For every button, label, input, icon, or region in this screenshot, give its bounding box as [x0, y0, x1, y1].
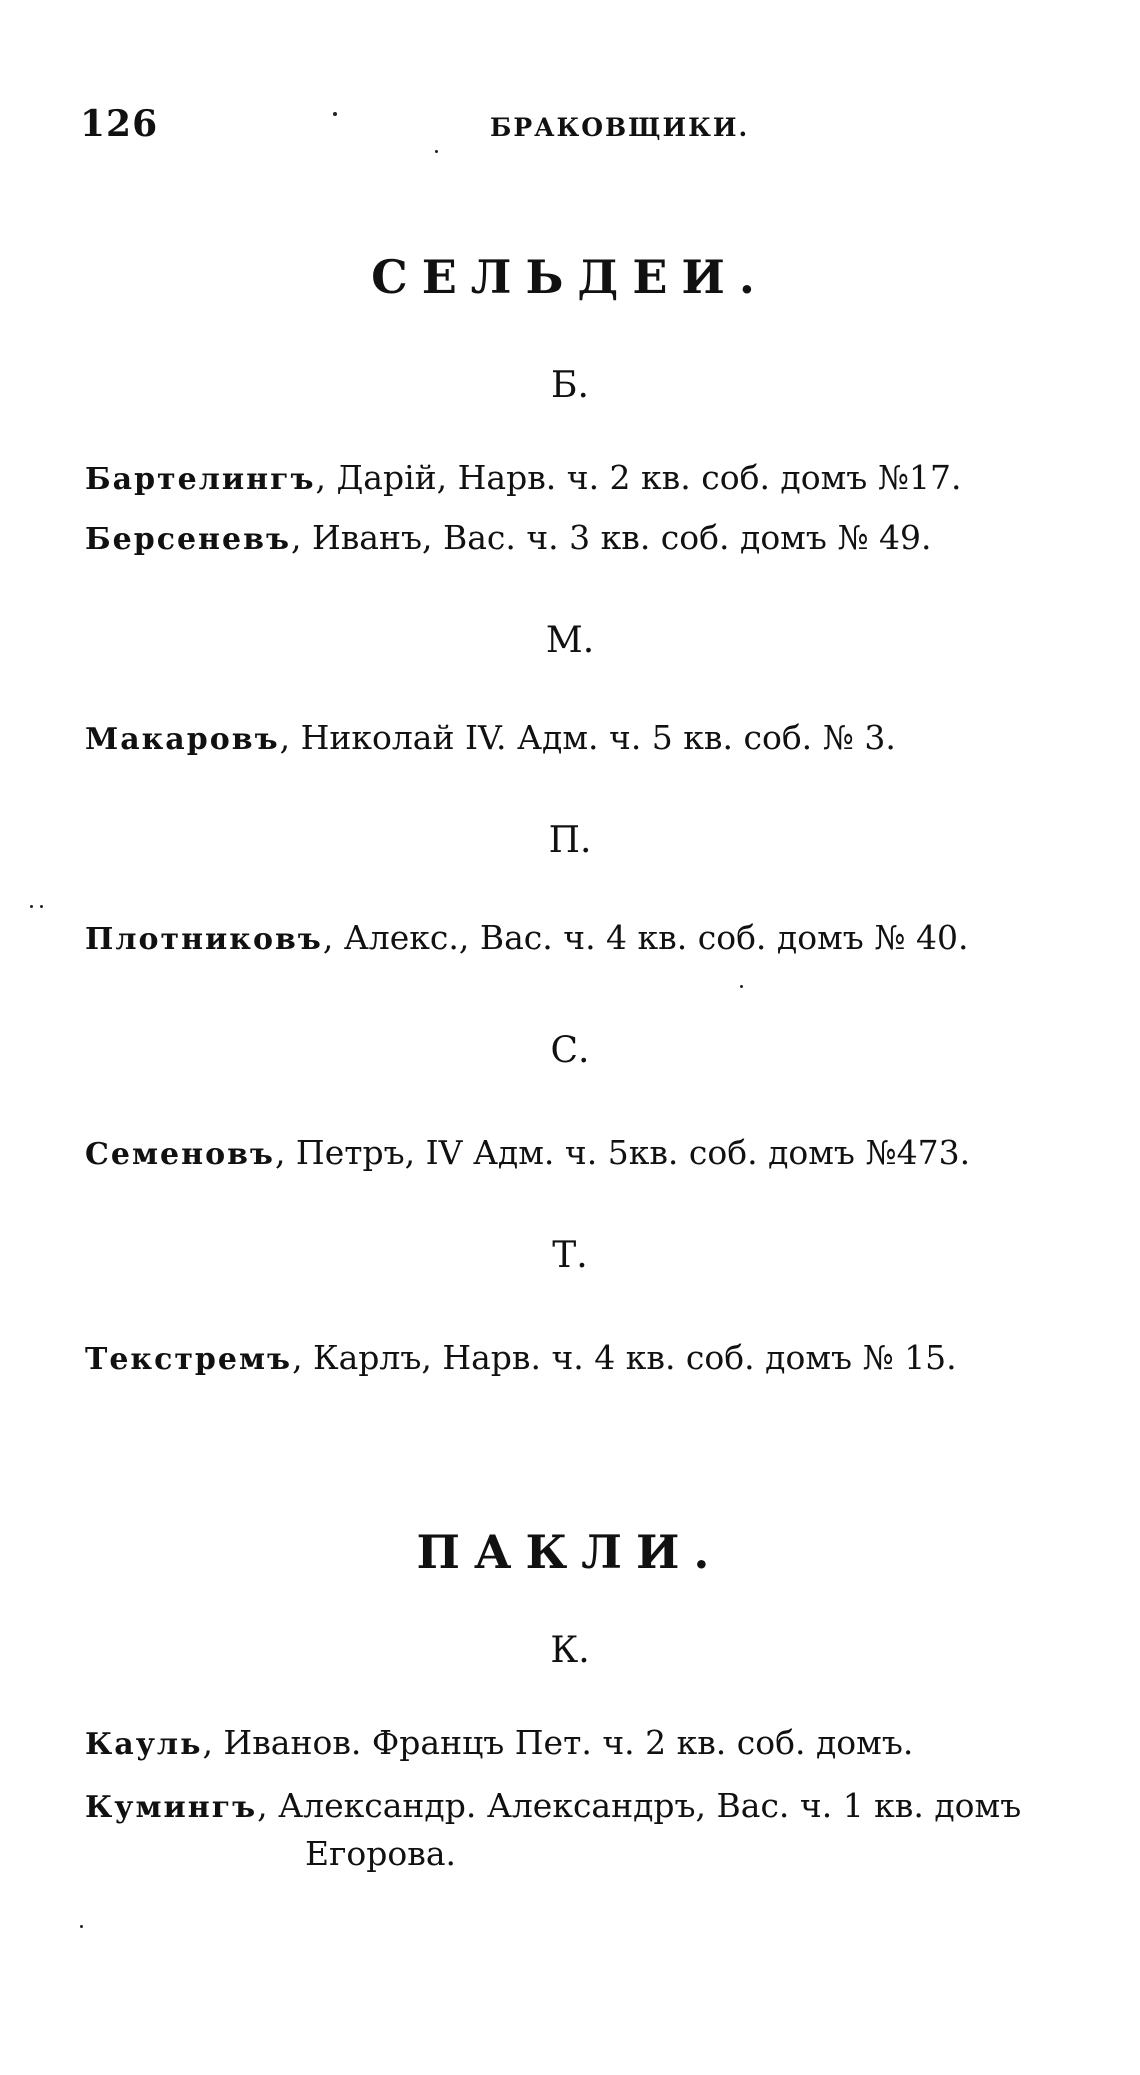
entry-details: , Карлъ, Нарв. ч. 4 кв. соб. домъ № 15.	[292, 1338, 957, 1377]
letter-heading-p: П.	[548, 820, 592, 861]
section-title-herring: СЕЛЬДЕИ.	[371, 250, 769, 304]
entry-details: , Дарій, Нарв. ч. 2 кв. соб. домъ №17.	[315, 458, 962, 497]
list-item	[85, 1130, 1095, 1178]
entry-surname: Кумингъ	[85, 1790, 258, 1825]
entry-surname: Макаровъ	[85, 722, 280, 757]
entry-details: , Николай IV. Адм. ч. 5 кв. соб. № 3.	[279, 718, 896, 757]
entry-details: , Петръ, IV Адм. ч. 5кв. соб. домъ №473.	[274, 1133, 971, 1172]
entry-surname: Кауль	[85, 1727, 203, 1762]
entry-surname: Плотниковъ	[85, 922, 323, 957]
entry-surname: Семеновъ	[85, 1137, 275, 1172]
list-item	[85, 715, 1095, 763]
entry-details: , Алекс., Вас. ч. 4 кв. соб. домъ № 40.	[322, 918, 969, 957]
entry-surname: Текстремъ	[85, 1342, 293, 1377]
letter-heading-m: М.	[545, 620, 595, 661]
entry-surname: Бартелингъ	[85, 462, 316, 497]
entry-details: , Иванов. Францъ Пет. ч. 2 кв. соб. домъ.	[202, 1723, 914, 1762]
print-speck	[80, 1925, 83, 1928]
entry-details: , Иванъ, Вас. ч. 3 кв. соб. домъ № 49.	[290, 518, 932, 557]
letter-heading-t: Т.	[552, 1235, 588, 1276]
print-speck	[30, 905, 33, 908]
list-item	[85, 455, 1095, 503]
letter-heading-k: К.	[550, 1630, 590, 1671]
list-item	[85, 1783, 1095, 1877]
entry-surname: Берсеневъ	[85, 522, 291, 557]
page-number: 126	[80, 103, 159, 145]
entry-details: , Александр. Александръ, Вас. ч. 1 кв. домъ	[257, 1786, 1022, 1825]
entry-continuation: Егорова.	[305, 1834, 456, 1873]
print-speck	[740, 985, 743, 988]
running-head: БРАКОВЩИКИ.	[490, 113, 750, 142]
section-title-oakum: ПАКЛИ.	[416, 1525, 724, 1579]
list-item	[85, 1720, 1095, 1768]
letter-heading-b: Б.	[551, 365, 589, 406]
list-item	[85, 515, 1095, 563]
list-item	[85, 915, 1095, 963]
print-speck	[435, 150, 438, 153]
list-item	[85, 1335, 1095, 1383]
print-speck	[333, 112, 337, 116]
letter-heading-s: С.	[550, 1030, 590, 1071]
print-speck	[40, 905, 43, 908]
page-header	[80, 103, 1080, 143]
